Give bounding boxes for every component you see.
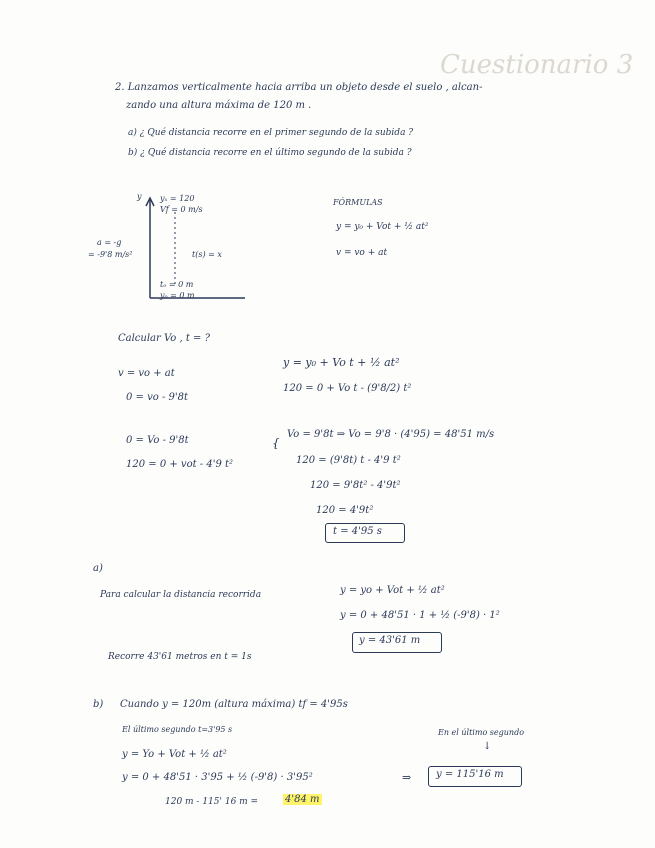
part-b-sub: El último segundo t=3'95 s — [122, 725, 233, 734]
problem-statement-line1: 2. Lanzamos verticalmente hacia arriba un objeto desde el suelo , alcan- — [115, 82, 483, 93]
part-a-label: a) — [93, 563, 103, 574]
problem-statement-line2: zando una altura máxima de 120 m . — [126, 100, 312, 111]
formulas-title: FÓRMULAS — [333, 198, 383, 207]
formula-velocity: v = vo + at — [336, 248, 388, 258]
question-a: a) ¿ Qué distancia recorre en el primer segundo de la subida ? — [128, 128, 414, 138]
part-b-note: En el último segundo — [438, 728, 525, 737]
time-label: t(s) = x — [192, 250, 222, 259]
result-time: t = 4'95 s — [333, 526, 382, 537]
solve-step-3: 120 = 9'8t² - 4'9t² — [310, 480, 401, 491]
part-b-eq1: y = Yo + Vot + ½ at² — [122, 749, 227, 760]
bottom-position: yₒ = 0 m — [160, 291, 195, 300]
system-eq-2: 120 = 0 + vot - 4'9 t² — [126, 459, 234, 470]
formula-position: y = y₀ + Vot + ½ at² — [336, 222, 429, 232]
ghost-text: Cuestionario 3 — [440, 50, 634, 80]
solve-step-1: Vo = 9'8t ⇒ Vo = 9'8 · (4'95) = 48'51 m/s — [287, 429, 495, 440]
calc-left-1: v = vo + at — [118, 368, 175, 379]
final-value-highlight: 4'84 m — [285, 794, 320, 805]
calc-right-1: y = y₀ + Vo t + ½ at² — [283, 356, 400, 369]
part-b-eq2: y = 0 + 48'51 · 3'95 + ½ (-9'8) · 3'95² — [122, 772, 313, 783]
part-b-label: b) — [93, 699, 104, 710]
part-b-result: y = 115'16 m — [436, 769, 504, 780]
system-eq-1: 0 = Vo - 9'8t — [126, 435, 189, 446]
part-a-eq2: y = 0 + 48'51 · 1 + ½ (-9'8) · 1² — [340, 610, 500, 621]
solve-step-2: 120 = (9'8t) t - 4'9 t² — [296, 455, 401, 466]
implies-arrow: ⇒ — [402, 771, 412, 784]
bottom-time: tₒ = 0 m — [160, 280, 194, 289]
part-b-text: Cuando y = 120m (altura máxima) tf = 4'95s — [120, 699, 348, 710]
acceleration-label: a = -g — [97, 238, 122, 247]
acceleration-value: = -9'8 m/s² — [88, 250, 133, 259]
question-b: b) ¿ Qué distancia recorre en el último segundo de la subida ? — [128, 148, 412, 158]
solve-step-4: 120 = 4'9t² — [316, 505, 374, 516]
calc-left-2: 0 = vo - 9'8t — [126, 392, 188, 403]
part-a-eq1: y = yo + Vot + ½ at² — [340, 585, 445, 596]
top-velocity: Vf = 0 m/s — [160, 205, 203, 214]
final-left: 120 m - 115' 16 m = — [165, 797, 259, 807]
calc-right-2: 120 = 0 + Vo t - (9'8/2) t² — [283, 383, 412, 394]
system-brace: { — [272, 436, 280, 450]
part-a-conclusion: Recorre 43'61 metros en t = 1s — [108, 652, 252, 662]
calc-title: Calcular Vo , t = ? — [118, 333, 210, 344]
part-a-text: Para calcular la distancia recorrida — [100, 590, 262, 600]
part-a-result: y = 43'61 m — [359, 635, 421, 646]
top-position: yₓ = 120 — [160, 194, 195, 203]
y-axis-label: y — [137, 192, 142, 201]
arrow-down-icon: ↓ — [483, 741, 492, 752]
